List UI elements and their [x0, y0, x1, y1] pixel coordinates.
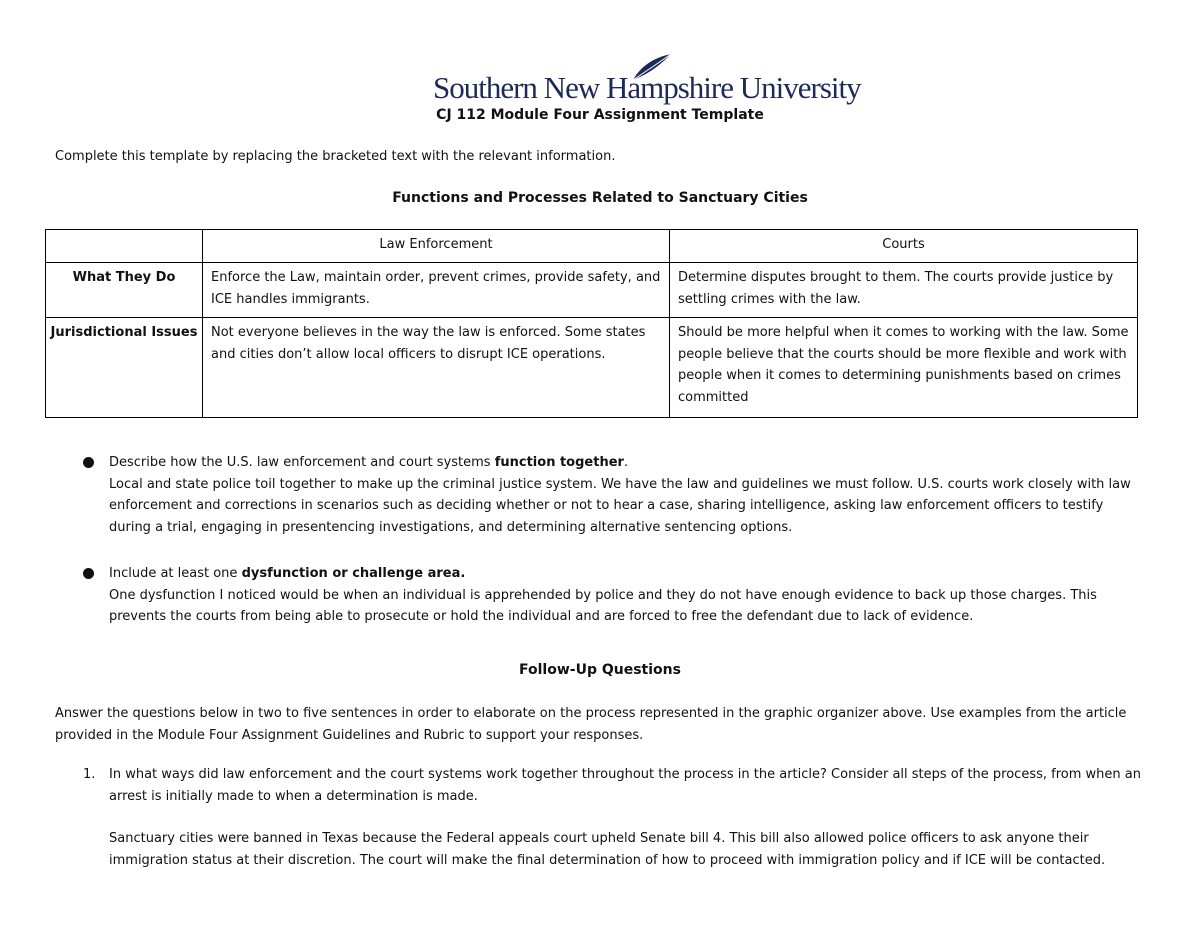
bullet-answer: Local and state police toil together to make up the criminal justice system. We have the law and guidelines we must follow. U.S. courts work closely with law enforcement and corrections in scenarios such as deciding whether or not to hear a case, sharing intelligence, asking law enforcement officers to testify during a trial, engaging in presentencing investigations, and determining alternative sentencing options. [109, 476, 1131, 535]
table-header-row [46, 230, 1138, 263]
list-item [83, 563, 1143, 628]
question-text: In what ways did law enforcement and the court systems work together throughout the process in the article? Consider all steps of the process, from when an arrest is initially made to when a determination is made. [109, 767, 1141, 804]
document-title: CJ 112 Module Four Assignment Template [436, 107, 764, 123]
follow-up-instructions: Answer the questions below in two to five sentences in order to elaborate on the process represented in the graphic organizer above. Use examples from the article provided in the Module Four Assignment Guidelines and Rubric to support your responses. [55, 706, 1127, 743]
list-item [83, 452, 1143, 538]
bullet-prompt: Describe how the U.S. law enforcement and court systems function together. [109, 455, 629, 470]
follow-up-heading: Follow-Up Questions [519, 662, 681, 678]
bullet-icon [83, 568, 94, 579]
table-header-law-enforcement: Law Enforcement [203, 230, 670, 263]
university-logo [433, 52, 861, 105]
row-label: What They Do [46, 263, 203, 318]
bullet-answer: One dysfunction I noticed would be when an individual is apprehended by police and they do not have enough evidence to back up those charges. This prevents the courts from being able to prosecute or hold the individual and are forced to free the defendant due to lack of evidence. [109, 587, 1097, 624]
intro-text: Complete this template by replacing the bracketed text with the relevant information. [55, 149, 616, 164]
organizer-heading: Functions and Processes Related to Sanctuary Cities [392, 190, 808, 206]
row-label: Jurisdictional Issues [46, 318, 203, 418]
question-number: 1. [83, 767, 96, 782]
table-row [46, 318, 1138, 418]
graphic-organizer-table [45, 229, 1138, 418]
table-row [46, 263, 1138, 318]
logo-text: Southern New Hampshire University [433, 70, 861, 105]
table-header-empty [46, 230, 203, 263]
answer-text: Sanctuary cities were banned in Texas because the Federal appeals court upheld Senate bill 4. This bill also allowed police officers to ask anyone their immigration status at their discretion. The court will make the final determination of how to proceed with immigration policy and if ICE will be contacted. [109, 831, 1106, 868]
table-cell: Should be more helpful when it comes to working with the law. Some people believe that the courts should be more flexible and work with people when it comes to determining punishments based on crimes committed [670, 318, 1138, 418]
table-header-courts: Courts [670, 230, 1138, 263]
list-item [83, 764, 1143, 871]
table-cell: Determine disputes brought to them. The courts provide justice by settling crimes with the law. [670, 263, 1138, 318]
table-cell: Not everyone believes in the way the law is enforced. Some states and cities don’t allow local officers to disrupt ICE operations. [203, 318, 670, 418]
bullet-prompt: Include at least one dysfunction or challenge area. [109, 566, 466, 581]
table-cell: Enforce the Law, maintain order, prevent crimes, provide safety, and ICE handles immigrants. [203, 263, 670, 318]
bullet-icon [83, 457, 94, 468]
